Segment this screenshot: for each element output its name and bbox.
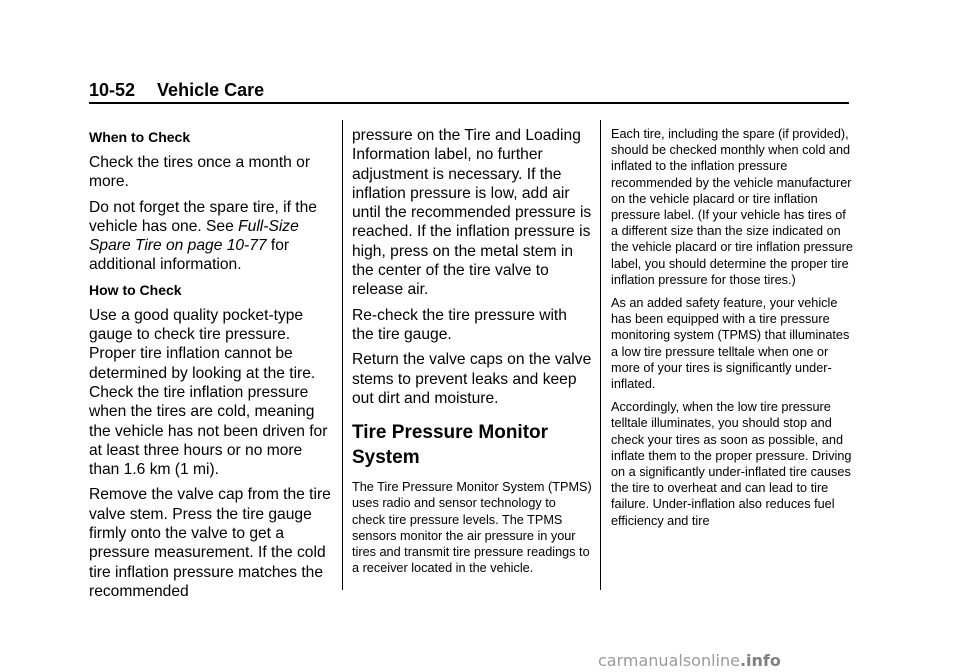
tpms-paragraph-1: Each tire, including the spare (if provided), should be checked monthly when cold and inflated to the inflation pressure recommended by the vehicle manufacturer on the vehicle placard or tire inflation pressure label. (If your vehicle has tires of a different size than the size indicated on the vehicle placard or tire inflation pressure label, you should determine the proper tire inflation pressure for those tires.)	[611, 127, 853, 287]
watermark	[598, 651, 781, 670]
remove-valve-cap-text: Remove the valve cap from the tire valve stem. Press the tire gauge firmly onto the valve to get a pressure measurement. If the cold tire inflation pressure matches the recommended	[89, 486, 331, 600]
watermark-suffix: .info	[739, 651, 781, 670]
when-to-check-text: Check the tires once a month or more.	[89, 154, 311, 191]
tpms-section-heading: Tire Pressure Monitor System	[352, 422, 549, 469]
header-rule	[89, 102, 849, 104]
tpms-paragraph-2: As an added safety feature, your vehicle has been equipped with a tire pressure monitoring system (TPMS) that illuminates a low tire pressure telltale when one or more of your tires is significantly under-inflated.	[611, 296, 850, 392]
column-divider-2	[600, 120, 601, 590]
watermark-prefix: carmanualsonline	[598, 651, 740, 670]
spare-tire-text-after: for additional information.	[89, 237, 290, 274]
column-2	[352, 126, 592, 583]
column-1	[89, 126, 334, 607]
when-to-check-heading: When to Check	[89, 129, 191, 145]
section-title: Vehicle Care	[157, 80, 265, 100]
how-to-check-heading: How to Check	[89, 281, 182, 298]
how-to-check-text: Use a good quality pocket-type gauge to check tire pressure. Proper tire inflation cannot be determined by looking at the tire. Check the tire inflation pressure when the tires are cold, meaning the vehicle has not been driven for at least three hours or no more than 1.6 km (1 mi).	[89, 306, 328, 479]
page-header	[89, 79, 264, 101]
return-valve-caps-text: Return the valve caps on the valve stems to prevent leaks and keep out dirt and moisture.	[352, 351, 592, 407]
page-number: 10-52	[89, 80, 136, 100]
column-divider-1	[342, 120, 343, 590]
spare-tire-paragraph	[89, 198, 334, 275]
recheck-text: Re-check the tire pressure with the tire gauge.	[352, 306, 567, 343]
spare-tire-reference-link[interactable]: Full-Size Spare Tire on page 10-77	[89, 217, 299, 255]
column-3	[611, 126, 856, 536]
tpms-intro-text: The Tire Pressure Monitor System (TPMS) uses radio and sensor technology to check tire pressure levels. The TPMS sensors monitor the air pressure in your tires and transmit tire pressure readings to a receiver located in the vehicle.	[352, 480, 592, 576]
spare-tire-text: Do not forget the spare tire, if the vehicle has one. See	[89, 198, 317, 235]
continued-pressure-text: pressure on the Tire and Loading Information label, no further adjustment is necessary. If the inflation pressure is low, add air until the recommended pressure is reached. If the inflation pressure is high, press on the metal stem in the center of the tire valve to release air.	[352, 127, 592, 299]
tpms-paragraph-3: Accordingly, when the low tire pressure telltale illuminates, you should stop and check your tires as soon as possible, and inflate them to the proper pressure. Driving on a significantly under-inflated tire causes the tire to overheat and can lead to tire failure. Under-inflation also reduces fuel efficiency and tire	[611, 400, 852, 528]
